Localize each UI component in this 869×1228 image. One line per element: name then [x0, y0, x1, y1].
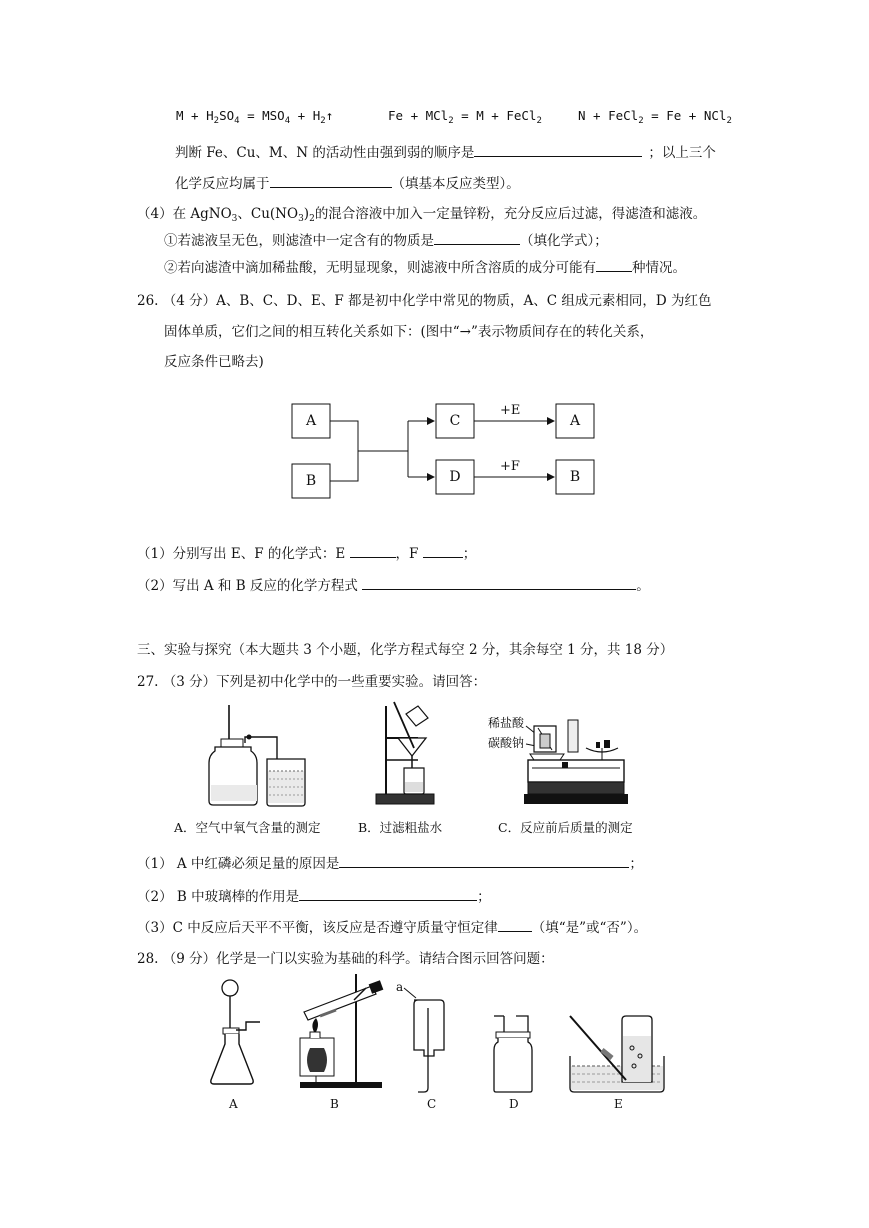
q26-part-2: （2）写出 A 和 B 反应的化学方程式 。: [137, 578, 650, 594]
answer-blank[interactable]: [474, 144, 642, 157]
apparatus-b-filtration: [370, 700, 442, 808]
q27-part-1: （1） A 中红磷必须足量的原因是 ；: [137, 856, 643, 872]
caption-apparatus-a: A．空气中氧气含量的测定: [174, 820, 321, 835]
node-d: D: [449, 469, 461, 485]
label-plus-e: +E: [500, 403, 521, 418]
apparatus-c-collection: [398, 984, 448, 1094]
answer-blank[interactable]: [498, 919, 532, 932]
section-3-heading: 三、实验与探究（本大题共 3 个小题，化学方程式每空 2 分，其余每空 1 分，共 18 分）: [137, 642, 674, 658]
apparatus-a-erlenmeyer: [206, 978, 268, 1092]
apparatus-a-oxygen-measurement: [205, 703, 325, 809]
label-dilute-hcl: 稀盐酸: [488, 716, 525, 730]
q28-intro: 28. （9 分）化学是一门以实验为基础的科学。请结合图示回答问题：: [137, 951, 554, 967]
label-sodium-carbonate: 碳酸钠: [488, 736, 525, 750]
question-4-part-2: ②若向滤渣中滴加稀盐酸，无明显现象，则滤液中所含溶质的成分可能有 种情况。: [164, 260, 686, 276]
caption-q28-b: B: [330, 1097, 339, 1111]
activity-order-question: 判断 Fe、Cu、M、N 的活动性由强到弱的顺序是 ；以上三个: [175, 145, 716, 161]
apparatus-e-water-collection: [566, 1010, 668, 1098]
answer-blank[interactable]: [350, 545, 396, 558]
node-b-product: B: [569, 469, 581, 485]
caption-apparatus-c: C．反应前后质量的测定: [498, 820, 633, 835]
answer-blank[interactable]: [434, 232, 520, 245]
apparatus-b-heating: [296, 972, 392, 1092]
q26-intro-line-3: 反应条件已略去): [164, 354, 264, 370]
q27-intro: 27. （3 分）下列是初中化学中的一些重要实验。请回答：: [137, 674, 487, 690]
equation-2: Fe + MCl$_2$ = M + FeCl$_2$: [388, 108, 542, 126]
equation-3: N + FeCl$_2$ = Fe + NCl$_2$: [578, 108, 732, 126]
apparatus-d-collection: [488, 1012, 538, 1096]
node-b: B: [305, 473, 317, 489]
answer-blank[interactable]: [362, 577, 636, 590]
label-plus-f: +F: [500, 459, 520, 474]
apparatus-c-balance: [522, 716, 632, 810]
caption-apparatus-b: B．过滤粗盐水: [358, 820, 443, 835]
q26-intro-line-1: 26. （4 分）A、B、C、D、E、F 都是初中化学中常见的物质，A、C 组成元素相同，D 为红色: [137, 293, 712, 309]
answer-blank[interactable]: [596, 259, 632, 272]
node-c: C: [449, 413, 461, 429]
label-a: a: [396, 980, 404, 994]
node-a-product: A: [569, 413, 581, 429]
caption-q28-d: D: [509, 1097, 519, 1111]
node-a: A: [305, 413, 317, 429]
question-4-part-1: ①若滤液呈无色，则滤渣中一定含有的物质是 （填化学式）；: [164, 233, 608, 249]
answer-blank[interactable]: [270, 175, 392, 188]
q27-part-2: （2） B 中玻璃棒的作用是 ；: [137, 889, 491, 905]
q27-part-3: （3）C 中反应后天平不平衡，该反应是否遵守质量守恒定律 （填“是”或“否”）。: [137, 920, 648, 936]
question-4-intro: （4）在 AgNO$_3$、$Cu(NO_3)_2$的混合溶液中加入一定量锌粉，充分反应后过滤，得滤渣和滤液。: [137, 206, 707, 224]
answer-blank[interactable]: [299, 888, 477, 901]
caption-q28-e: E: [614, 1097, 623, 1111]
answer-blank[interactable]: [423, 545, 463, 558]
caption-q28-a: A: [229, 1097, 238, 1111]
reaction-type-question: 化学反应均属于 （填基本反应类型）。: [175, 176, 520, 192]
q26-part-1: （1）分别写出 E、F 的化学式：E ，F ；: [137, 546, 477, 562]
caption-q28-c: C: [427, 1097, 437, 1111]
q26-intro-line-2: 固体单质，它们之间的相互转化关系如下：(图中“→”表示物质间存在的转化关系，: [164, 324, 654, 340]
answer-blank[interactable]: [339, 855, 629, 868]
equation-1: $M + H_2SO_4 = MSO_4$ + $H_2↑$: [176, 108, 334, 126]
